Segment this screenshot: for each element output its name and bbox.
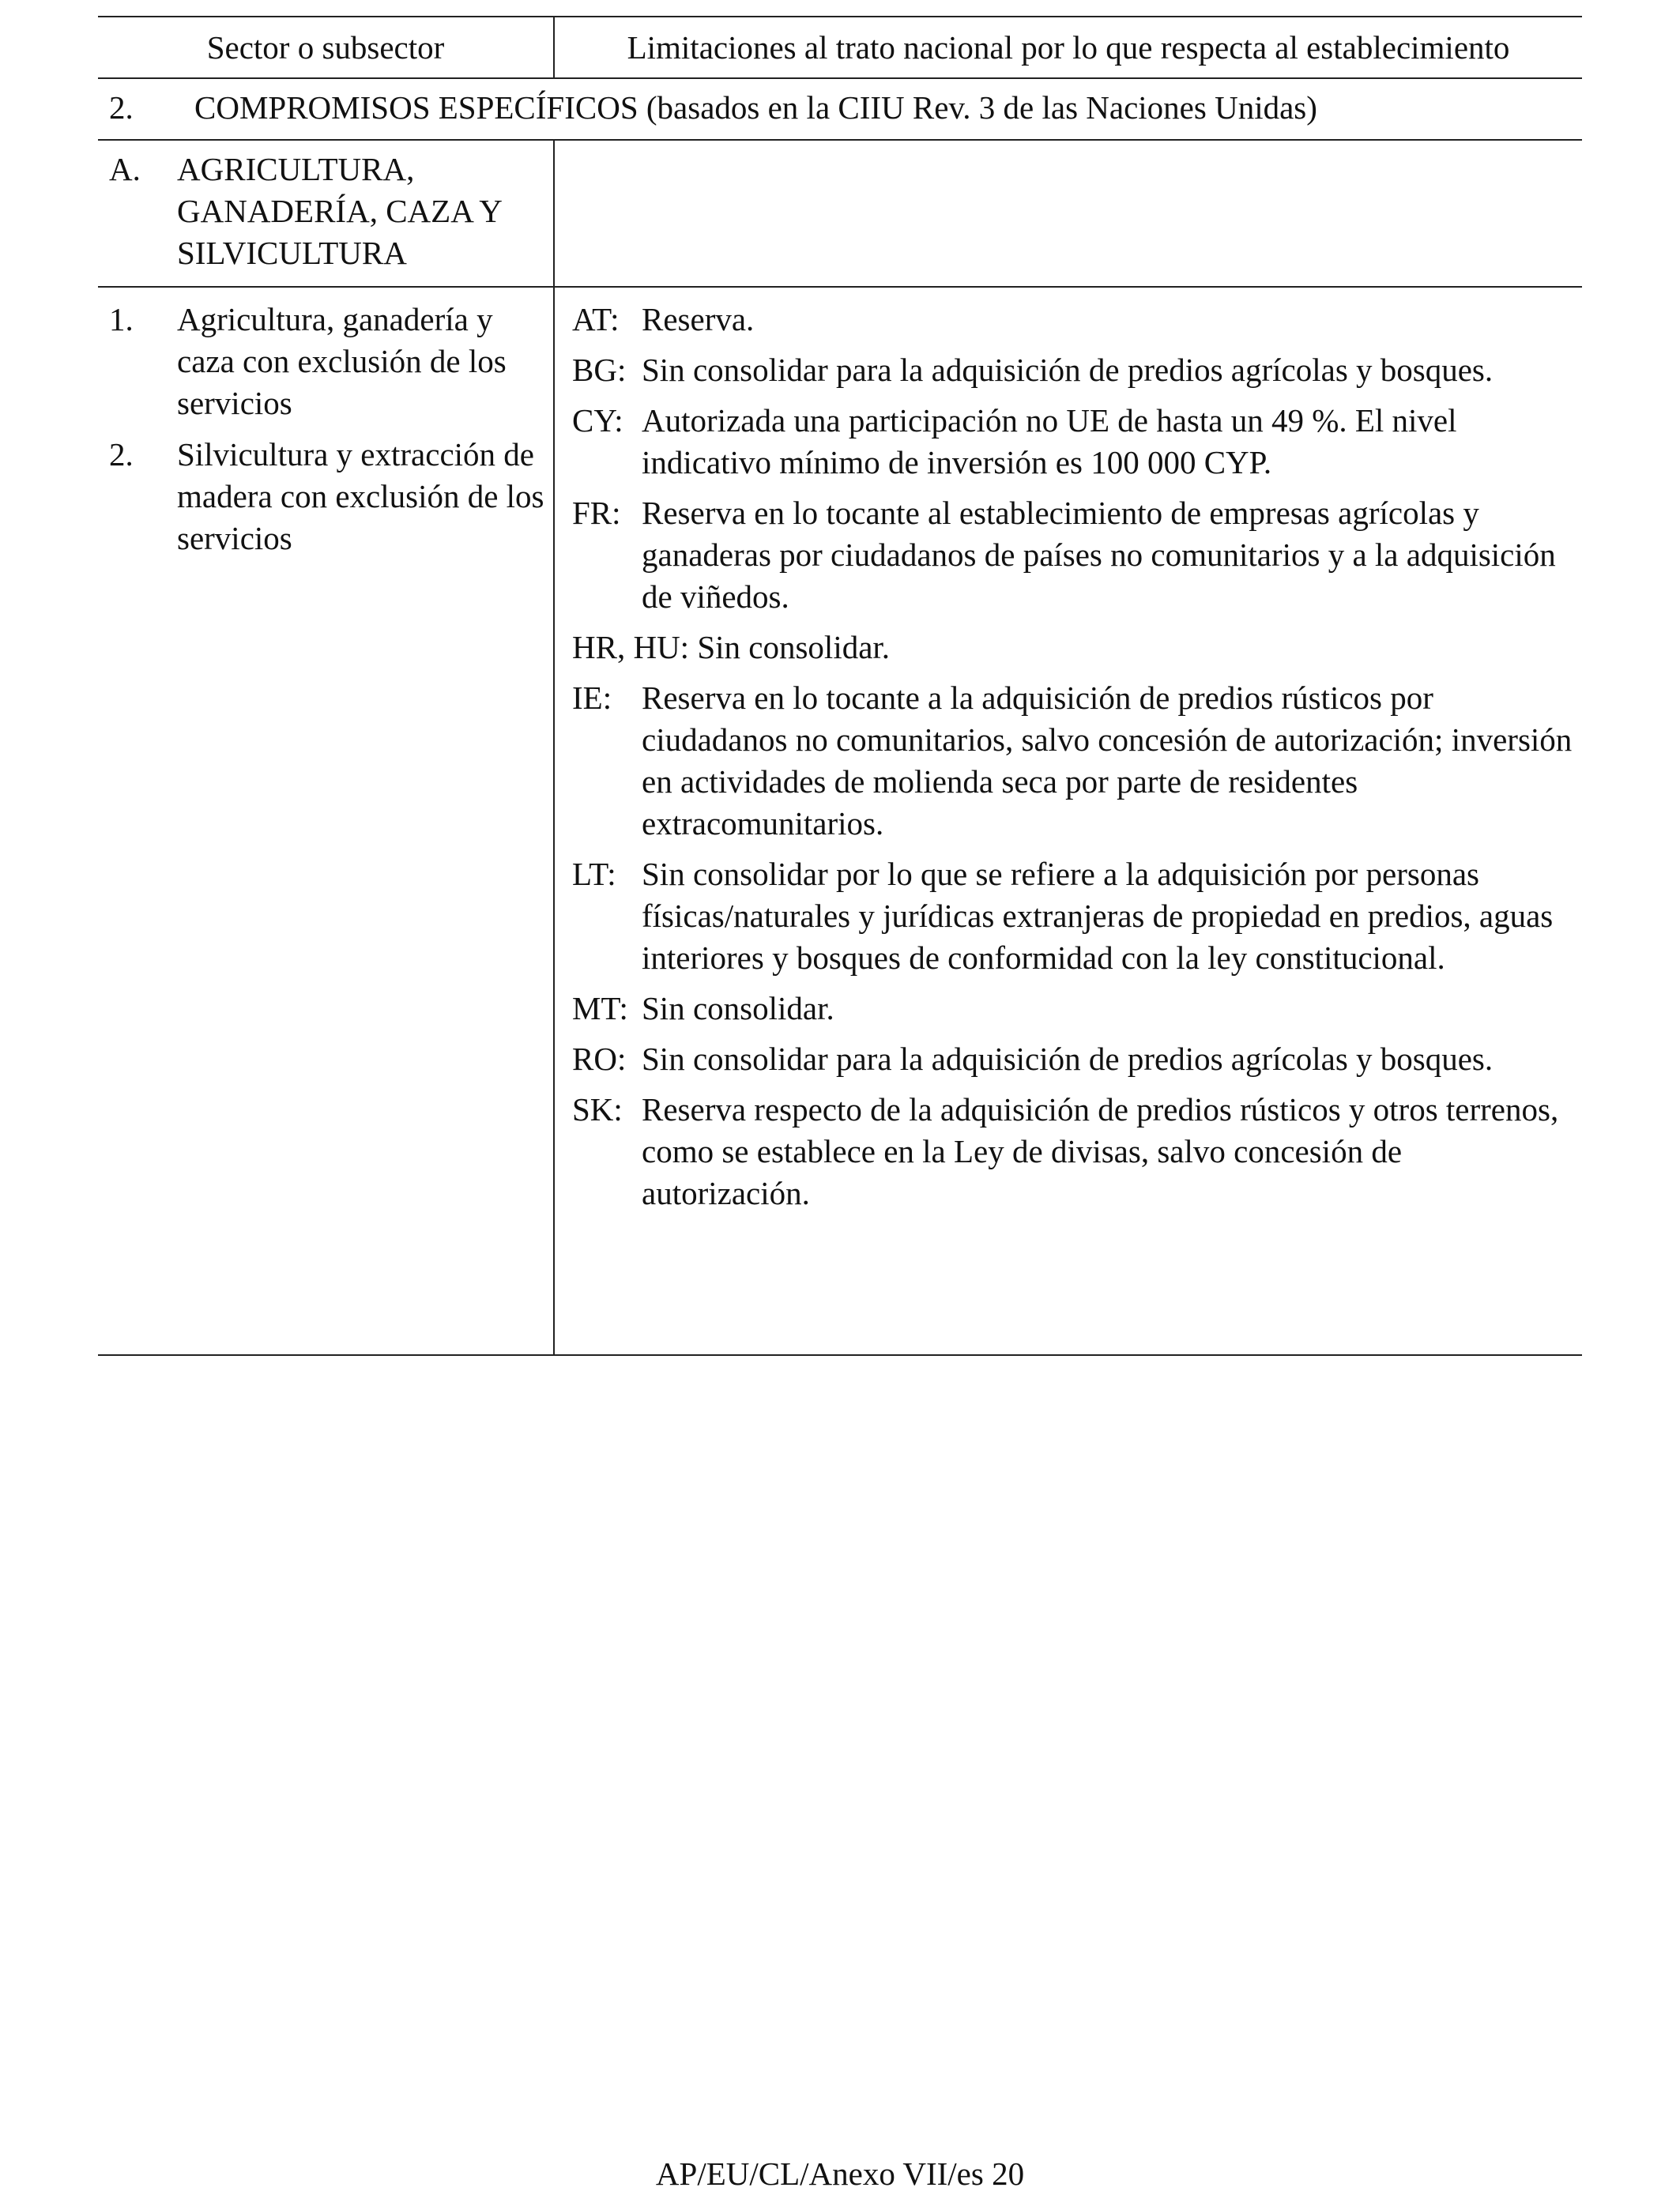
limitation-text: Autorizada una participación no UE de hasta un 49 %. El nivel indicativo mínimo de inversión es 100 000 CYP. xyxy=(642,402,1457,480)
country-code: CY: xyxy=(572,402,623,439)
limitation-text: Reserva. xyxy=(642,301,755,337)
limitation-item xyxy=(572,988,1576,1030)
limitation-item xyxy=(572,677,1576,845)
limitations-list xyxy=(572,299,1576,1223)
country-code: RO: xyxy=(572,1041,627,1077)
limitation-text: Sin consolidar. xyxy=(642,990,834,1026)
limitation-item xyxy=(572,492,1576,618)
country-code: LT: xyxy=(572,856,616,892)
header-bottom-rule xyxy=(98,77,1582,79)
subsector-label: Silvicultura y extracción de madera con exclusión de los servicios xyxy=(177,436,544,556)
country-code: AT: xyxy=(572,301,620,337)
limitation-text: Sin consolidar. xyxy=(697,629,891,665)
group-title: AGRICULTURA, GANADERÍA, CAZA Y SILVICULTURA xyxy=(177,151,502,271)
limitation-item xyxy=(572,349,1576,391)
group-bottom-rule xyxy=(98,286,1582,288)
limitation-item xyxy=(572,627,1576,668)
country-code: HR, HU: xyxy=(572,629,690,665)
country-code: MT: xyxy=(572,990,628,1026)
table-bottom-rule xyxy=(98,1354,1582,1356)
limitation-text: Sin consolidar por lo que se refiere a la adquisición por personas físicas/naturales y jurídicas extranjeras de propiedad en predios, aguas interiores y bosques de conformidad con la ley constitucional. xyxy=(642,856,1554,976)
subsector-item xyxy=(109,299,552,425)
limitation-text: Reserva en lo tocante a la adquisición de predios rústicos por ciudadanos no comunitarios, salvo concesión de autorización; inversión en actividades de molienda seca por parte de residentes extracomunitarios. xyxy=(642,680,1573,841)
country-code: SK: xyxy=(572,1091,623,1128)
column-header-limitations: Limitaciones al trato nacional por lo que respecta al establecimiento xyxy=(627,29,1510,66)
table-top-rule xyxy=(98,16,1582,17)
limitation-text: Sin consolidar para la adquisición de predios agrícolas y bosques. xyxy=(642,352,1494,388)
section-number: 2. xyxy=(109,89,134,126)
section-bottom-rule xyxy=(98,139,1582,141)
section-title: COMPROMISOS ESPECÍFICOS (basados en la CIIU Rev. 3 de las Naciones Unidas) xyxy=(194,89,1317,126)
country-code: IE: xyxy=(572,680,612,716)
column-header-sector: Sector o subsector xyxy=(206,29,445,66)
country-code: BG: xyxy=(572,352,627,388)
country-code: FR: xyxy=(572,495,621,531)
limitation-item xyxy=(572,853,1576,979)
subsector-number: 2. xyxy=(109,436,134,473)
subsector-number: 1. xyxy=(109,301,134,337)
subsector-label: Agricultura, ganadería y caza con exclusión de los servicios xyxy=(177,301,507,421)
limitation-item xyxy=(572,400,1576,484)
limitation-text: Reserva respecto de la adquisición de predios rústicos y otros terrenos, como se establece en la Ley de divisas, salvo concesión de autorización. xyxy=(642,1091,1559,1211)
limitation-text: Reserva en lo tocante al establecimiento de empresas agrícolas y ganaderas por ciudadanos de países no comunitarios y a la adquisición de viñedos. xyxy=(642,495,1556,615)
group-letter: A. xyxy=(109,151,141,187)
subsector-item xyxy=(109,434,552,608)
limitation-text: Sin consolidar para la adquisición de predios agrícolas y bosques. xyxy=(642,1041,1494,1077)
limitation-item xyxy=(572,1089,1576,1214)
limitation-item xyxy=(572,1038,1576,1080)
limitation-item xyxy=(572,299,1576,341)
page-footer-reference: AP/EU/CL/Anexo VII/es 20 xyxy=(655,2155,1025,2192)
column-divider-body xyxy=(553,139,555,1356)
